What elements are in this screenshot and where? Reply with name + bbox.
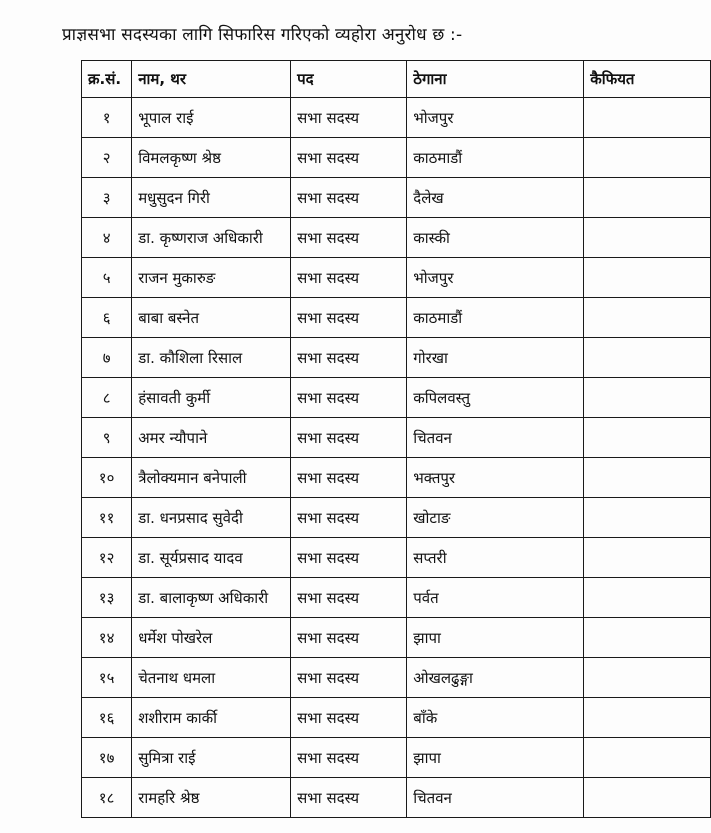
cell-name: विमलकृष्ण श्रेष्ठ	[132, 138, 291, 178]
cell-post: सभा सदस्य	[291, 498, 407, 538]
cell-post: सभा सदस्य	[291, 178, 407, 218]
cell-serial-number: १	[82, 98, 132, 138]
cell-name: डा. बालाकृष्ण अधिकारी	[132, 578, 291, 618]
cell-serial-number: ४	[82, 218, 132, 258]
cell-post: सभा सदस्य	[291, 338, 407, 378]
cell-name: शशीराम कार्की	[132, 698, 291, 738]
cell-post: सभा सदस्य	[291, 98, 407, 138]
table-row	[82, 98, 711, 138]
cell-address: चितवन	[407, 418, 584, 458]
table-row	[82, 458, 711, 498]
cell-remarks	[584, 698, 711, 738]
cell-address: गोरखा	[407, 338, 584, 378]
cell-serial-number: ८	[82, 378, 132, 418]
cell-post: सभा सदस्य	[291, 738, 407, 778]
table-row	[82, 498, 711, 538]
cell-name: मधुसुदन गिरी	[132, 178, 291, 218]
header-remarks: कैफियत	[584, 61, 711, 98]
table-row	[82, 138, 711, 178]
cell-address: चितवन	[407, 778, 584, 818]
table-body	[82, 98, 711, 818]
cell-serial-number: २	[82, 138, 132, 178]
cell-address: कास्की	[407, 218, 584, 258]
cell-remarks	[584, 258, 711, 298]
cell-serial-number: १६	[82, 698, 132, 738]
cell-remarks	[584, 498, 711, 538]
table-row	[82, 378, 711, 418]
cell-remarks	[584, 138, 711, 178]
cell-remarks	[584, 218, 711, 258]
cell-remarks	[584, 338, 711, 378]
cell-serial-number: ३	[82, 178, 132, 218]
cell-remarks	[584, 658, 711, 698]
cell-name: भूपाल राई	[132, 98, 291, 138]
cell-post: सभा सदस्य	[291, 698, 407, 738]
cell-post: सभा सदस्य	[291, 658, 407, 698]
cell-post: सभा सदस्य	[291, 258, 407, 298]
cell-serial-number: ९	[82, 418, 132, 458]
cell-remarks	[584, 418, 711, 458]
table-header	[82, 61, 711, 98]
table-row	[82, 738, 711, 778]
cell-address: काठमाडौं	[407, 298, 584, 338]
cell-name: त्रैलोक्यमान बनेपाली	[132, 458, 291, 498]
cell-address: पर्वत	[407, 578, 584, 618]
table-row	[82, 218, 711, 258]
table-row	[82, 578, 711, 618]
cell-name: बाबा बस्नेत	[132, 298, 291, 338]
cell-serial-number: ११	[82, 498, 132, 538]
table-row	[82, 298, 711, 338]
cell-address: दैलेख	[407, 178, 584, 218]
table-row	[82, 538, 711, 578]
header-name: नाम, थर	[132, 61, 291, 98]
cell-name: सुमित्रा राई	[132, 738, 291, 778]
cell-name: अमर न्यौपाने	[132, 418, 291, 458]
cell-address: भोजपुर	[407, 98, 584, 138]
cell-post: सभा सदस्य	[291, 538, 407, 578]
cell-serial-number: ५	[82, 258, 132, 298]
cell-post: सभा सदस्य	[291, 218, 407, 258]
cell-remarks	[584, 178, 711, 218]
cell-name: चेतनाथ धमला	[132, 658, 291, 698]
table-row	[82, 338, 711, 378]
table-row	[82, 178, 711, 218]
document-heading: प्राज्ञसभा सदस्यका लागि सिफारिस गरिएको व्यहोरा अनुरोध छ :-	[62, 25, 463, 45]
cell-name: डा. कृष्णराज अधिकारी	[132, 218, 291, 258]
cell-serial-number: १४	[82, 618, 132, 658]
header-serial-number: क्र.सं.	[82, 61, 132, 98]
cell-serial-number: ७	[82, 338, 132, 378]
cell-remarks	[584, 778, 711, 818]
cell-address: झापा	[407, 738, 584, 778]
cell-serial-number: १८	[82, 778, 132, 818]
cell-address: खोटाङ	[407, 498, 584, 538]
header-address: ठेगाना	[407, 61, 584, 98]
cell-address: भक्तपुर	[407, 458, 584, 498]
cell-serial-number: ६	[82, 298, 132, 338]
cell-post: सभा सदस्य	[291, 138, 407, 178]
cell-name: हंसावती कुर्मी	[132, 378, 291, 418]
cell-post: सभा सदस्य	[291, 618, 407, 658]
cell-address: कपिलवस्तु	[407, 378, 584, 418]
cell-name: डा. धनप्रसाद सुवेदी	[132, 498, 291, 538]
table-row	[82, 658, 711, 698]
cell-post: सभा सदस्य	[291, 418, 407, 458]
recommendation-table	[81, 60, 711, 818]
cell-serial-number: १५	[82, 658, 132, 698]
cell-name: डा. कौशिला रिसाल	[132, 338, 291, 378]
cell-serial-number: १२	[82, 538, 132, 578]
cell-post: सभा सदस्य	[291, 298, 407, 338]
cell-address: काठमाडौं	[407, 138, 584, 178]
cell-remarks	[584, 458, 711, 498]
header-post: पद	[291, 61, 407, 98]
cell-address: भोजपुर	[407, 258, 584, 298]
cell-remarks	[584, 578, 711, 618]
cell-remarks	[584, 538, 711, 578]
cell-serial-number: १७	[82, 738, 132, 778]
cell-remarks	[584, 298, 711, 338]
cell-address: ओखलढुङ्गा	[407, 658, 584, 698]
cell-name: राजन मुकारुङ	[132, 258, 291, 298]
table-row	[82, 418, 711, 458]
table-row	[82, 698, 711, 738]
cell-address: बाँके	[407, 698, 584, 738]
cell-name: रामहरि श्रेष्ठ	[132, 778, 291, 818]
cell-name: धर्मेश पोखरेल	[132, 618, 291, 658]
table-row	[82, 258, 711, 298]
cell-remarks	[584, 738, 711, 778]
cell-address: सप्तरी	[407, 538, 584, 578]
cell-name: डा. सूर्यप्रसाद यादव	[132, 538, 291, 578]
table-row	[82, 618, 711, 658]
cell-post: सभा सदस्य	[291, 778, 407, 818]
cell-address: झापा	[407, 618, 584, 658]
cell-remarks	[584, 618, 711, 658]
cell-serial-number: १३	[82, 578, 132, 618]
cell-remarks	[584, 378, 711, 418]
cell-post: सभा सदस्य	[291, 378, 407, 418]
cell-remarks	[584, 98, 711, 138]
header-row	[82, 61, 711, 98]
cell-post: सभा सदस्य	[291, 458, 407, 498]
table-row	[82, 778, 711, 818]
cell-post: सभा सदस्य	[291, 578, 407, 618]
cell-serial-number: १०	[82, 458, 132, 498]
